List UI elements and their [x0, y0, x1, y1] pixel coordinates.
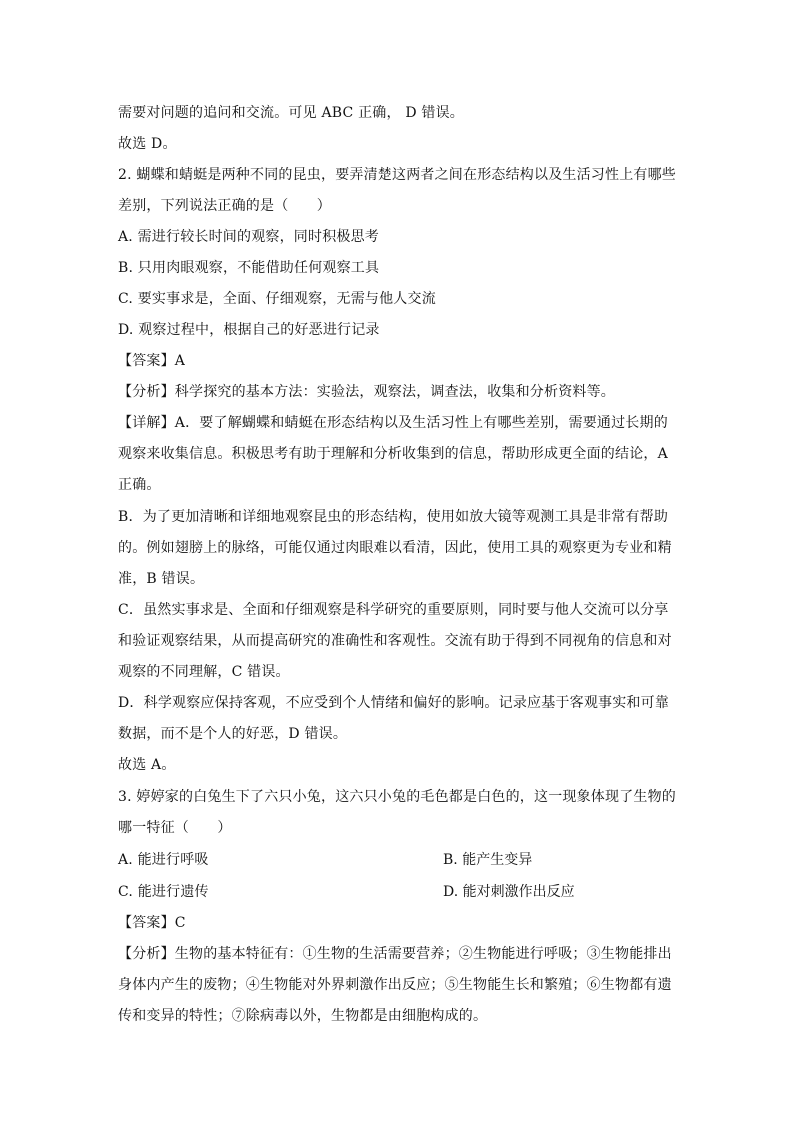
option-b: B. 能产生变异	[443, 852, 533, 868]
option-b: B. 只用肉眼观察，不能借助任何观察工具	[118, 260, 380, 276]
answer-line: 【答案】C	[118, 915, 186, 931]
analysis-line: 传和变异的特性；⑦除病毒以外，生物都是由细胞构成的。	[118, 1008, 488, 1024]
detail-line: C．虽然实事求是、全面和仔细观察是科学研究的重要原则，同时要与他人交流可以分享	[118, 602, 669, 618]
option-d: D. 能对刺激作出反应	[443, 884, 575, 900]
question-2-stem: 2. 蝴蝶和蜻蜓是两种不同的昆虫，要弄清楚这两者之间在形态结构以及生活习性上有哪些	[118, 167, 677, 183]
option-a: A. 需进行较长时间的观察，同时积极思考	[118, 229, 380, 245]
answer-line: 【答案】A	[118, 353, 186, 369]
detail-line: 正确。	[118, 477, 161, 493]
detail-line: B．为了更加清晰和详细地观察昆虫的形态结构，使用如放大镜等观测工具是非常有帮助	[118, 509, 669, 525]
detail-line: D．科学观察应保持客观，不应受到个人情绪和偏好的影响。记录应基于客观事实和可靠	[118, 695, 670, 711]
analysis-line: 身体内产生的废物；④生物能对外界刺激作出反应；⑤生物能生长和繁殖；⑥生物都有遗	[118, 977, 672, 993]
option-a: A. 能进行呼吸	[118, 852, 209, 868]
detail-line: 数据，而不是个人的好恶，D 错误。	[118, 726, 348, 742]
detail-line: 和验证观察结果，从而提高研究的准确性和客观性。交流有助于得到不同视角的信息和对	[118, 633, 672, 649]
detail-line: 的。例如翅膀上的脉络，可能仅通过肉眼难以看清，因此，使用工具的观察更为专业和精	[118, 540, 672, 556]
option-d: D. 观察过程中，根据自己的好恶进行记录	[118, 322, 380, 338]
option-c: C. 能进行遗传	[118, 884, 209, 900]
analysis-line: 【分析】科学探究的基本方法：实验法，观察法，调查法，收集和分析资料等。	[118, 384, 615, 400]
question-3-stem: 哪一特征（ ）	[118, 820, 232, 836]
detail-line: 观察来收集信息。积极思考有助于理解和分析收集到的信息，帮助形成更全面的结论，A	[118, 446, 668, 462]
question-2-stem: 差别，下列说法正确的是（ ）	[118, 198, 331, 214]
detail-line: 准，B 错误。	[118, 571, 205, 587]
text-line: 需要对问题的追问和交流。可见 ABC 正确， D 错误。	[118, 105, 464, 121]
text-line: 故选 D。	[118, 136, 177, 152]
analysis-line: 【分析】生物的基本特征有：①生物的生活需要营养；②生物能进行呼吸；③生物能排出	[118, 946, 672, 962]
detail-line: 【详解】A．要了解蝴蝶和蜻蜓在形态结构以及生活习性上有哪些差别，需要通过长期的	[118, 415, 668, 431]
text-line: 故选 A。	[118, 757, 176, 773]
option-c: C. 要实事求是，全面、仔细观察，无需与他人交流	[118, 291, 436, 307]
question-3-stem: 3. 婷婷家的白兔生下了六只小兔，这六只小兔的毛色都是白色的，这一现象体现了生物的	[118, 789, 677, 805]
detail-line: 观察的不同理解，C 错误。	[118, 664, 290, 680]
